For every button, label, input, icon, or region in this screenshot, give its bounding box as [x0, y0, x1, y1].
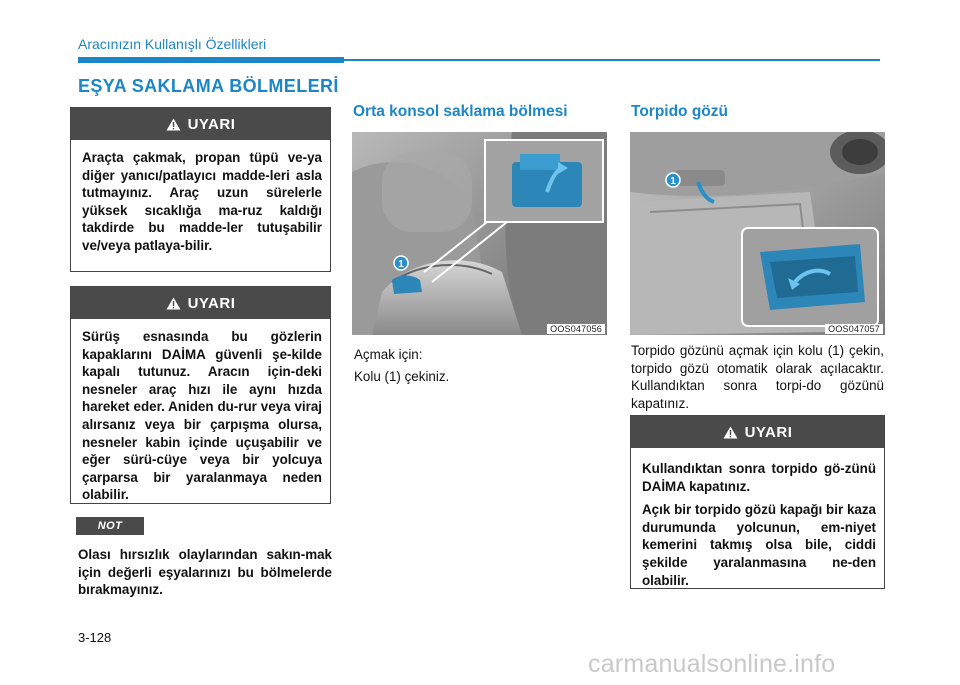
warning-paragraph: Kullandıktan sonra torpido gö-zünü DAİMA kapatınız.	[642, 461, 876, 494]
warning-label: UYARI	[187, 115, 236, 133]
center-console-instructions	[354, 346, 608, 389]
warning-paragraph: Açık bir torpido gözü kapağı bir kaza durumunda yolcunun, em-niyet kemerini takmış olsa bile, ciddi şekilde yaralanmasına ne-den olabilir.	[642, 502, 876, 588]
note-badge: NOT	[76, 517, 144, 535]
header-rule	[344, 59, 880, 61]
image-code: OOS047056	[547, 324, 605, 334]
instruction-line: Kolu (1) çekiniz.	[354, 368, 450, 384]
instruction-line: Açmak için:	[354, 347, 423, 362]
header-accent-bar	[78, 57, 344, 63]
warning-header	[71, 287, 330, 319]
section-title: EŞYA SAKLAMA BÖLMELERİ	[78, 76, 339, 96]
warning-box-compartment-lids	[70, 286, 331, 504]
page-number: 3-128	[78, 630, 112, 645]
warning-triangle-icon	[166, 118, 181, 131]
glove-box-title: Torpido gözü	[631, 103, 728, 120]
warning-label: UYARI	[744, 423, 793, 441]
warning-header	[71, 108, 330, 140]
warning-triangle-icon	[723, 426, 738, 439]
warning-box-glove-box	[630, 415, 885, 589]
center-console-image	[352, 132, 607, 335]
warning-triangle-icon	[166, 297, 181, 310]
center-console-title: Orta konsol saklama bölmesi	[353, 103, 568, 120]
watermark: carmanualsonline.info	[588, 650, 836, 678]
image-code: OOS047057	[825, 324, 883, 334]
running-title: Aracınızın Kullanışlı Özellikleri	[78, 36, 267, 52]
callout-1: 1	[398, 259, 404, 270]
glove-box-image	[630, 132, 885, 335]
glove-box-instructions: Torpido gözünü açmak için kolu (1) çekin, torpido gözü otomatik olarak açılacaktır. Kullandıktan sonra torpi-do gözünü kapatınız.	[631, 343, 884, 411]
callout-1: 1	[670, 176, 676, 187]
warning-label: UYARI	[187, 294, 236, 312]
warning-box-lighter	[70, 107, 331, 272]
warning-text: Araçta çakmak, propan tüpü ve-ya diğer yanıcı/patlayıcı madde-leri asla tutmayınız. Araç uzun sürelerle yüksek sıcaklığa ma-ruz kaldığı takdirde bu madde-ler tutuşabilir ve/veya patlaya-bilir.	[82, 150, 322, 253]
note-text: Olası hırsızlık olaylarından sakın-mak için değerli eşyalarınızı bu bölmelerde bırakmayınız.	[78, 547, 332, 598]
warning-text: Sürüş esnasında bu gözlerin kapaklarını DAİMA güvenli şe-kilde kapalı tutunuz. Aracın için-deki nesneler araç hızı ile aynı hızda hareket eder. Aniden du-rur veya viraj alırsanız veya bir çarpışma olursa, nesneler kabin içinde uçuşabilir ve eğer sürü-cüye veya bir yolcuya çarparsa bir yaralanmaya neden olabilir.	[82, 329, 322, 503]
warning-header	[631, 416, 884, 448]
